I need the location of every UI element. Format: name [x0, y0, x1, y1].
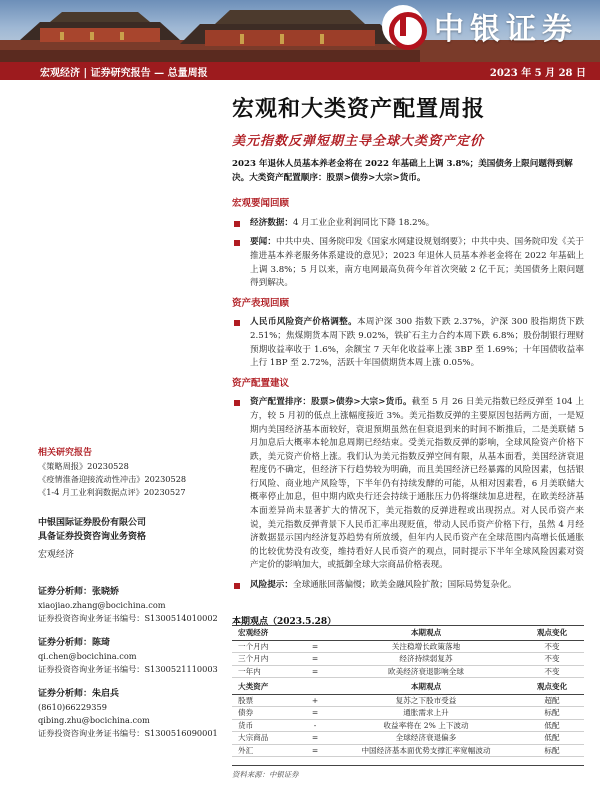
sidebar-category: 宏观经济 — [38, 550, 75, 560]
section-title-macro: 宏观要闻回顾 — [232, 198, 290, 210]
table-row: 货币 - 收益率将在 2% 上下波动 低配 — [232, 719, 584, 732]
bullet-square-icon — [234, 221, 240, 227]
analyst-name: 证券分析师：张晓娇 — [38, 587, 120, 597]
report-info-bar — [0, 62, 600, 80]
macro-viewpoint-table — [232, 626, 584, 678]
company-qualification: 具备证券投资咨询业务资格 — [38, 532, 147, 542]
bullet-news: 要闻：中共中央、国务院印发《国家水网建设规划纲要》；中共中央、国务院印发《关于推进基本养老服务体系建设的意见》；2023 年退休人员基本养老金将在 2022 年基础上上调 3.8%；5 月以来，南方电网最高负荷今年首次突破 2 亿千瓦；美国债务上限问题得到解决。 — [232, 236, 584, 290]
related-reports — [38, 447, 218, 499]
company-name: 中银国际证券股份有限公司 — [38, 518, 147, 528]
report-category: 宏观经济 | 证券研究报告 — 总量周报 — [40, 67, 208, 79]
table-row: 大宗商品 = 全球经济衰退偏多 低配 — [232, 732, 584, 745]
bullet-square-icon — [234, 583, 240, 589]
related-report-link[interactable]: 《1-4 月工业利润数据点评》20230527 — [38, 487, 186, 497]
report-date: 2023 年 5 月 28 日 — [489, 67, 586, 79]
analyst-block — [38, 688, 218, 740]
brand-name: 中银证券 — [434, 12, 578, 47]
bullet-economic-data: 经济数据：4 月工业企业利润同比下降 18.2%。 — [232, 217, 584, 231]
boc-logo-icon — [382, 5, 424, 47]
bullet-risk: 风险提示：全球通胀回落偏慢；欧美金融风险扩散；国际局势复杂化。 — [232, 579, 584, 593]
table-header-row: 大类资产 本期观点 观点变化 — [232, 680, 584, 694]
related-reports-title: 相关研究报告 — [38, 448, 93, 458]
analyst-name: 证券分析师：陈琦 — [38, 638, 111, 648]
section-title-assets: 资产表现回顾 — [232, 297, 290, 309]
page-title: 宏观和大类资产配置周报 — [232, 96, 486, 122]
analyst-name: 证券分析师：朱启兵 — [38, 689, 120, 699]
table-row: 债券 = 通胀需求上升 标配 — [232, 707, 584, 720]
table-row: 外汇 = 中国经济基本面优势支撑汇率宽幅波动 标配 — [232, 744, 584, 757]
lead-summary: 2023 年退休人员基本养老金将在 2022 年基础上上调 3.8%；美国债务上限问题得到解决。大类资产配置顺序：股票>债券>大宗>货币。 — [232, 159, 573, 183]
analyst-cert: 证券投资咨询业务证书编号：S1300521110003 — [38, 664, 218, 674]
related-report-link[interactable]: 《疫情淮备迎接流动性冲击》20230528 — [38, 474, 187, 484]
company-info — [38, 516, 218, 562]
analyst-email[interactable]: qi.chen@bocichina.com — [38, 651, 137, 661]
header-banner — [0, 0, 600, 62]
table-row: 股票 + 复苏之下股市受益 超配 — [232, 694, 584, 707]
analyst-phone: (8610)66229359 — [38, 702, 107, 712]
analyst-block — [38, 637, 218, 676]
bullet-square-icon — [234, 400, 240, 406]
section-title-allocation: 资产配置建议 — [232, 377, 290, 389]
brand — [382, 4, 578, 48]
bullet-square-icon — [234, 320, 240, 326]
table-row: 一年内 = 欧美经济衰退影响全球 不变 — [232, 665, 584, 678]
related-report-link[interactable]: 《策略周报》20230528 — [38, 461, 129, 471]
analyst-block — [38, 586, 218, 625]
source-note: 资料来源：中银证券 — [232, 770, 299, 779]
main-content — [232, 158, 584, 599]
analyst-cert: 证券投资咨询业务证书编号：S1300516090001 — [38, 728, 218, 738]
bullet-square-icon — [234, 240, 240, 246]
table-header-row: 宏观经济 本期观点 观点变化 — [232, 626, 584, 640]
bullet-asset-performance: 人民币风险资产价格调整。本周沪深 300 指数下跌 2.37%，沪深 300 股指期货下跌 2.51%；焦煤期货本周下跌 9.02%，铁矿石主力合约本周下跌 6.8%；股份制银行理财预期收益率收于 1.6%，余额宝 7 天年化收益率上涨 3BP 至 1.69%；十年国债收益率上行 1BP 至 2.72%，活跃十年国债期货本周上涨 0.05%。 — [232, 316, 584, 370]
table-row: 一个月内 = 关注稳增长政策落地 不变 — [232, 640, 584, 653]
analyst-email[interactable]: qibing.zhu@bocichina.com — [38, 715, 150, 725]
analysts — [38, 586, 218, 752]
table-bottom-rule — [232, 765, 584, 766]
analyst-cert: 证券投资咨询业务证书编号：S1300514010002 — [38, 613, 218, 623]
analyst-email[interactable]: xiaojiao.zhang@bocichina.com — [38, 600, 166, 610]
page-subtitle: 美元指数反弹短期主导全球大类资产定价 — [232, 134, 485, 149]
table-row: 三个月内 = 经济持续弱复苏 不变 — [232, 653, 584, 666]
bullet-allocation: 资产配置排序：股票>债券>大宗>货币。截至 5 月 26 日美元指数已经反弹至 104 上方，较 5 月初的低点上涨幅度接近 3%。美元指数反弹的主要原因包括两方面，一是短期内美国经济基本面较好，衰退预期虽然在但衰退到来的时间不断推后，二是美联储 5 月加息后大概率本轮加息周期已经结束。受美元指数反弹的影响，全球风险资产价格下跌，美元资产价格上涨。我们认为美元指数反弹空间有限，从基本面看，美国经济衰退程度仍不确定，但经济下行趋势较为明确，而且美国经济已经暴露的风险因素，包括银行风险、商业地产风险等，下半年仍有持续发酵的可能，从相对因素看，6 月美联储大概率停止加息，但中期内欧央行还会持续于通胀压力仍将继续加息进程，在欧美经济基本面差异尚未显著扩大的情况下，美元指数的反弹进程或出现拐点。对人民币资产来说，美元指数反弹背景下人民币汇率出现贬值，带动人民币资产价格下行，虽然 4 月经济数据显示国内经济复苏趋势有所放缓，但年内人民币资产在全球范围内高增长低通胀的比较优势没有改变，维持看好人民币资产的观点，同时提示下半年全球风险因素对资产定价的影响加大，或抵御全球大宗商品价格表现。 — [232, 396, 584, 573]
asset-viewpoint-table — [232, 680, 584, 757]
viewpoint-title: 本期观点（2023.5.28） — [232, 617, 337, 627]
